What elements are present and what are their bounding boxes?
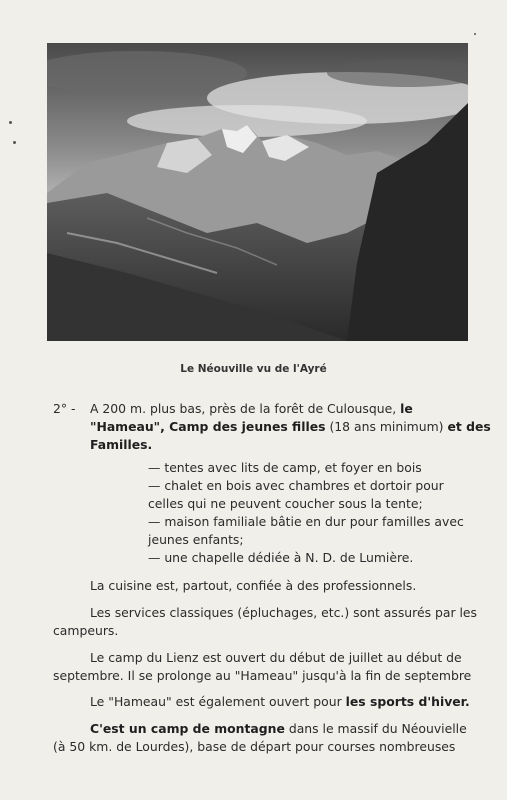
intro-text: A 200 m. plus bas, près de la forêt de Culousque, (90, 401, 397, 416)
intro-bold-text: et des (447, 419, 491, 434)
list-item: — chalet en bois avec chambres et dortoir pour (148, 478, 444, 493)
intro-line-3: Familles. (90, 437, 153, 452)
mountain-camp-text: C'est un camp de montagne (90, 721, 285, 736)
paper-speck (9, 121, 12, 124)
paragraph-cuisine: La cuisine est, partout, confiée à des professionnels. (90, 578, 417, 593)
winter-sports-text: les sports d'hiver. (345, 694, 470, 709)
mountain-photo (47, 43, 468, 341)
section-number: 2° - (53, 401, 76, 416)
paragraph-services-line: campeurs. (53, 623, 119, 638)
paragraph-montagne-line: (à 50 km. de Lourdes), base de départ pour courses nombreuses (53, 739, 456, 754)
paper-speck (13, 141, 16, 144)
camp-name: "Hameau", Camp des jeunes filles (90, 419, 326, 434)
paragraph-montagne (90, 720, 467, 738)
list-item-continuation: celles qui ne peuvent coucher sous la tente; (148, 496, 423, 511)
list-item: — tentes avec lits de camp, et foyer en bois (148, 460, 422, 475)
intro-line-1 (90, 400, 413, 418)
massif-text: dans le massif du Néouvielle (288, 721, 467, 736)
age-note: (18 ans minimum) (329, 419, 444, 434)
list-item: — maison familiale bâtie en dur pour familles avec (148, 514, 464, 529)
paragraph-hameau (90, 693, 470, 711)
list-item: — une chapelle dédiée à N. D. de Lumière. (148, 550, 414, 565)
intro-line-2 (90, 418, 491, 436)
paper-speck (474, 33, 476, 35)
paragraph-lienz-line: septembre. Il se prolonge au "Hameau" jusqu'à la fin de septembre (53, 668, 472, 683)
hameau-text: Le "Hameau" est également ouvert pour (90, 694, 342, 709)
list-item-continuation: jeunes enfants; (148, 532, 244, 547)
intro-bold-text: le (400, 401, 413, 416)
photo-caption: Le Néouville vu de l'Ayré (180, 363, 327, 375)
paragraph-lienz-line: Le camp du Lienz est ouvert du début de juillet au début de (90, 650, 462, 665)
paragraph-services-line: Les services classiques (épluchages, etc.) sont assurés par les (90, 605, 478, 620)
